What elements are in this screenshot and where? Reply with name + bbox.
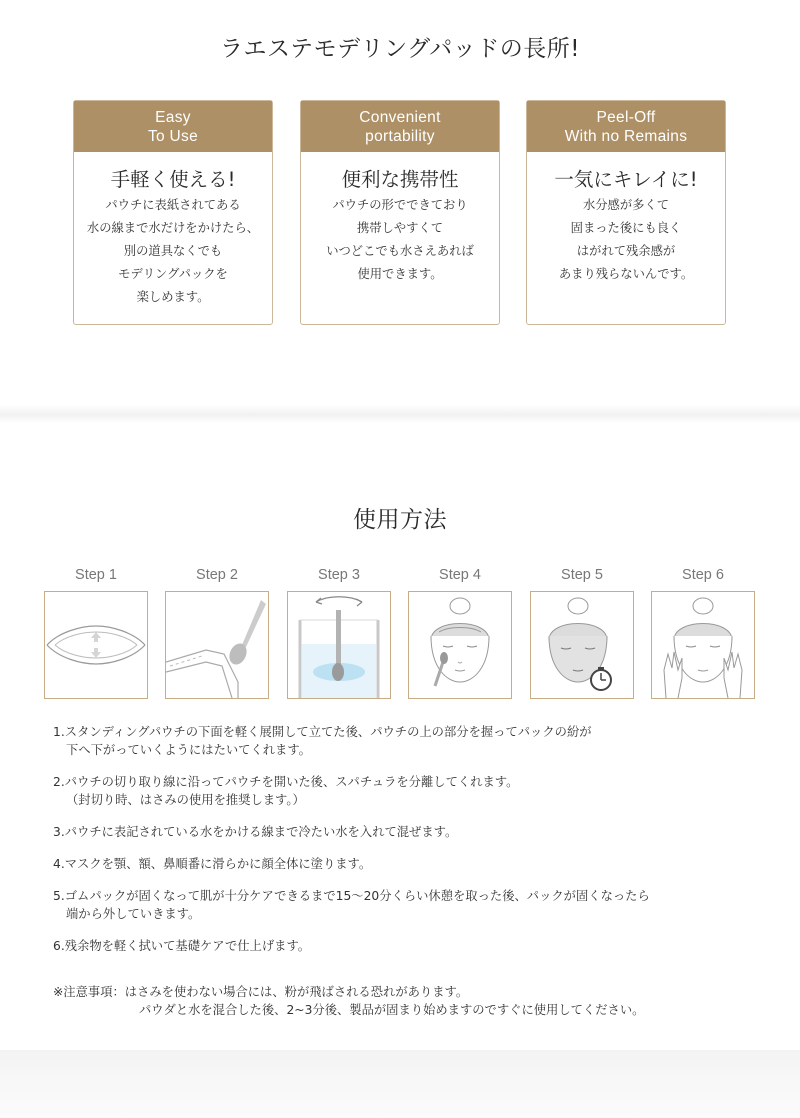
card-line: あまり残らないんです。	[558, 267, 694, 281]
card-description	[74, 194, 272, 309]
step-3-image	[287, 591, 391, 699]
instruction-item	[53, 723, 773, 759]
step-1-image	[44, 591, 148, 699]
card-heading: 一気にキレイに!	[554, 168, 698, 191]
card-line: はがれて残余感が	[576, 244, 676, 258]
section-divider	[0, 405, 800, 423]
mask-timer-face-icon	[531, 592, 633, 698]
card-line: 携帯しやすくて	[356, 221, 444, 235]
instruction-line: 端から外していきます。	[66, 907, 201, 921]
card-header	[301, 101, 499, 152]
step-label: Step 2	[196, 567, 238, 583]
card-description	[527, 194, 725, 286]
card-header	[74, 101, 272, 152]
apply-mask-face-icon	[409, 592, 511, 698]
card-header-line: Easy	[155, 109, 191, 126]
instruction-line: 2.パウチの切り取り線に沿ってパウチを開いた後、スパチュラを分離してくれます。	[53, 775, 519, 789]
card-line: 楽しめます。	[136, 290, 210, 304]
step-label: Step 3	[318, 567, 360, 583]
instruction-line: 3.パウチに表記されている水をかける線まで冷たい水を入れて混ぜます。	[53, 825, 458, 839]
step-4-image	[408, 591, 512, 699]
instruction-line: 下へ下がっていくようにはたいてくれます。	[66, 743, 311, 757]
instruction-item	[53, 823, 773, 841]
feature-card-peel-off	[526, 100, 726, 325]
card-line: パウチに表紙されてある	[105, 198, 241, 212]
card-line: 水分感が多くて	[582, 198, 670, 212]
card-header-line: portability	[365, 128, 435, 145]
card-line: 別の道具なくでも	[123, 244, 223, 258]
card-line: パウチの形でできており	[332, 198, 468, 212]
card-heading: 便利な携帯性	[341, 168, 459, 191]
feature-card-easy	[73, 100, 273, 325]
card-line: 固まった後にも良く	[570, 221, 682, 235]
folded-pouch-icon	[45, 592, 147, 698]
instruction-item	[53, 937, 773, 955]
instruction-line: 6.残余物を軽く拭いて基礎ケアで仕上げます。	[53, 939, 311, 953]
card-header	[527, 101, 725, 152]
step-label: Step 5	[561, 567, 603, 583]
card-header-line: Convenient	[359, 109, 441, 126]
card-line: 使用できます。	[357, 267, 443, 281]
stir-water-icon	[288, 592, 390, 698]
card-line: いつどこでも水さえあれば	[326, 244, 474, 258]
card-header-line: Peel-Off	[596, 109, 656, 126]
features-title: ラエステモデリングパッドの長所!	[220, 36, 580, 62]
step-label: Step 4	[439, 567, 481, 583]
instruction-line: 4.マスクを顎、額、鼻順番に滑らかに顔全体に塗ります。	[53, 857, 372, 871]
instruction-line: 5.ゴムパックが固くなって肌が十分ケアできるまで15～20分くらい休憩を取った後、パックが固くなったら	[53, 889, 650, 903]
step-label: Step 6	[682, 567, 724, 583]
instruction-item	[53, 855, 773, 873]
usage-title: 使用方法	[353, 507, 447, 533]
torn-pouch-spatula-icon	[166, 592, 268, 698]
card-line: モデリングパックを	[118, 267, 228, 281]
feature-card-portability	[300, 100, 500, 325]
instruction-item	[53, 887, 773, 923]
card-line: 水の線まで水だけをかけたら、	[86, 221, 260, 235]
bottom-band	[0, 1050, 800, 1118]
instruction-item	[53, 773, 773, 809]
instruction-line: （封切り時、はさみの使用を推奨します。）	[66, 793, 305, 807]
step-5-image	[530, 591, 634, 699]
step-label: Step 1	[75, 567, 117, 583]
caution-line: パウダと水を混合した後、2~3分後、製品が固まり始めますのですぐに使用してください。	[139, 1003, 645, 1017]
card-header-line: With no Remains	[564, 128, 688, 145]
instruction-line: 1.スタンディングパウチの下面を軽く展開して立てた後、パウチの上の部分を握ってパックの紛が	[53, 725, 592, 739]
card-heading: 手軽く使える!	[110, 168, 236, 191]
caution-note	[53, 983, 644, 1019]
step-6-image	[651, 591, 755, 699]
card-header-line: To Use	[147, 128, 199, 145]
card-description	[301, 194, 499, 286]
instructions-list	[53, 723, 773, 969]
step-2-image	[165, 591, 269, 699]
peel-off-face-icon	[652, 592, 754, 698]
caution-line: ※注意事項：はさみを使わない場合には、粉が飛ばされる恐れがあります。	[53, 985, 469, 999]
